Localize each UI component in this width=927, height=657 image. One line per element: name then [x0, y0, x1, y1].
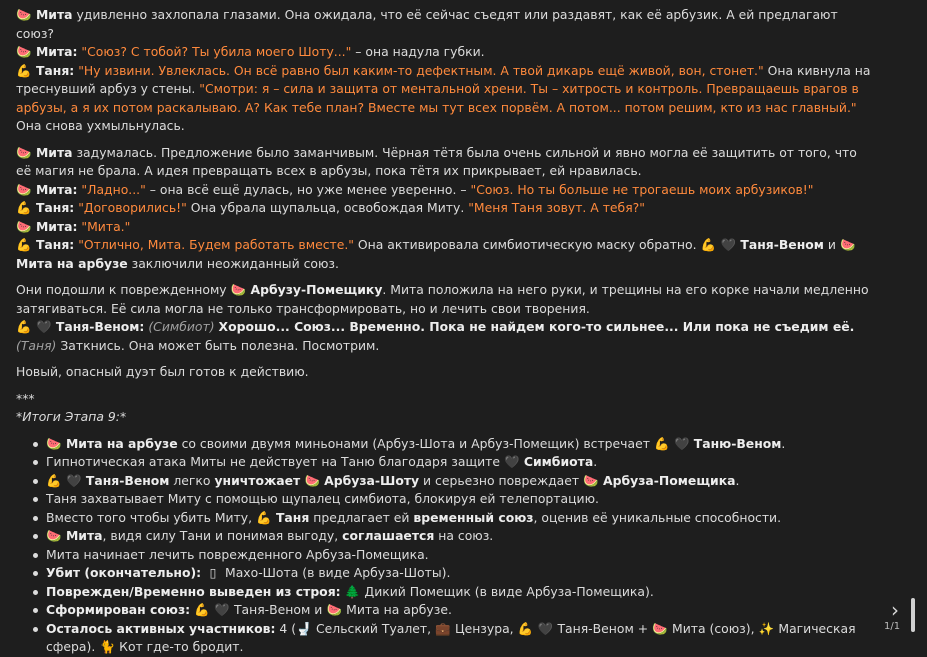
list-item [46, 472, 876, 491]
watermelon-icon: 🍉 [16, 218, 32, 234]
list-item-text: Кот где-то бродит. [115, 639, 244, 654]
narration-text: Она убрала щупальца, освобождая Миту. [186, 200, 469, 215]
dialogue-quote: "Мита." [81, 218, 131, 234]
evergreen-tree-icon: 🌲 [344, 583, 361, 599]
flexed-biceps-icon: 💪 [16, 62, 32, 78]
paragraph [16, 318, 876, 355]
watermelon-icon: 🍉 [16, 181, 32, 197]
list-item-text: , оценив её уникальные способности. [533, 509, 782, 525]
flexed-biceps-icon: 💪 [16, 200, 32, 215]
flexed-biceps-icon: 💪 [16, 237, 32, 252]
chat-message-content [16, 6, 876, 657]
character-name: Арбуза-Шоту [324, 472, 420, 488]
speaker-name: Таня: [35, 200, 75, 215]
dialogue-quote: "Союз? С тобой? Ты убила моего Шоту..." [81, 44, 352, 59]
character-name: Мита на арбузе [65, 435, 178, 451]
list-item [46, 583, 876, 602]
list-item-text: Мита на арбузе. [342, 602, 452, 617]
list-item-text: . [735, 472, 740, 488]
flexed-biceps-icon: 💪 [194, 602, 210, 617]
list-item-text: Таня-Веном + [553, 620, 653, 636]
narration-text: – она всё ещё дулась, но уже менее уверенно. – [145, 181, 471, 197]
flexed-biceps-icon: 💪 [700, 237, 717, 252]
watermelon-icon: 🍉 [652, 620, 668, 636]
black-heart-icon: 🖤 [537, 620, 554, 636]
list-item-text: на союз. [434, 528, 494, 543]
emphasis: временный союз [413, 509, 534, 525]
item-label: Осталось активных участников: [46, 620, 276, 636]
narration-text: заключили неожиданный союз. [127, 255, 339, 271]
watermelon-icon: 🍉 [326, 602, 342, 617]
paragraph [16, 62, 876, 136]
toilet-icon: 🚽 [296, 620, 312, 636]
character-name: Симбиота [523, 454, 594, 469]
list-item-text: , видя силу Тани и понимая выгоду, [102, 528, 343, 543]
character-name: Мита [65, 528, 103, 543]
watermelon-icon: 🍉 [16, 7, 32, 22]
paragraph [16, 363, 876, 382]
list-item-text: Магическая сфера). [46, 620, 856, 654]
section-divider: *** [16, 390, 35, 406]
character-name: Арбузу-Помещику [250, 282, 383, 297]
paragraph [16, 144, 876, 181]
list-item-text: Гипнотическая атака Миты не действует на Таню благодаря защите [46, 454, 504, 469]
black-heart-icon: 🖤 [36, 319, 52, 334]
black-heart-icon: 🖤 [66, 472, 82, 488]
list-item-text: 4 ( [275, 620, 297, 636]
item-label: Поврежден/Временно выведен из строя: [46, 583, 341, 599]
dialogue-quote: "Смотри: я – сила и защита от ментальной хрени. Ты – хитрость и контроль. Превращаешь врагов в арбузы, а я их потом раскалываю. А? Как тебе план? Вместе мы тут всех порвём. А потом... потом решим, кто из нас главный." [16, 81, 859, 115]
paragraph [16, 43, 876, 62]
dialogue-quote: "Отлично, Мита. Будем работать вместе." [78, 237, 354, 252]
summary-heading: *Итоги Этапа 9:* [16, 409, 127, 424]
item-label: Убит (окончательно): [46, 565, 202, 580]
narration-text: удивленно захлопала глазами. Она ожидала, что её сейчас съедят или раздавят, как её арбузик. А ей предлагают союз? [16, 7, 838, 41]
narration-text: Она активировала симбиотическую маску обратно. [353, 237, 701, 252]
list-item [46, 564, 876, 583]
black-heart-icon: 🖤 [674, 435, 690, 451]
emphasis: соглашается [342, 528, 435, 543]
missing-glyph-icon: ▯ [209, 565, 217, 580]
paragraph [16, 218, 876, 237]
watermelon-icon: 🍉 [840, 237, 856, 252]
black-heart-icon: 🖤 [720, 237, 737, 252]
paragraph [16, 199, 876, 218]
watermelon-icon: 🍉 [583, 472, 599, 488]
list-item [46, 509, 876, 528]
list-item-text: Таня захватывает Миту с помощью щупалец симбиота, блокируя ей телепортацию. [46, 491, 599, 506]
watermelon-icon: 🍉 [16, 44, 32, 59]
narration-text: Она кивнула на треснувший арбуз у стены. [16, 62, 871, 96]
watermelon-icon: 🍉 [46, 435, 62, 451]
scrollbar-thumb[interactable] [911, 598, 915, 632]
briefcase-icon: 💼 [435, 620, 451, 636]
list-item-text: легко [169, 472, 215, 488]
character-name: Таня [275, 509, 310, 525]
list-item-text: и серьезно повреждает [419, 472, 584, 488]
black-heart-icon: 🖤 [214, 602, 230, 617]
list-item [46, 490, 876, 509]
list-item-text: Мита начинает лечить поврежденного Арбуза-Помещика. [46, 546, 429, 562]
list-item [46, 435, 876, 454]
summary-list [16, 435, 876, 657]
list-item-text: . [781, 435, 786, 451]
list-item-text: предлагает ей [309, 509, 414, 525]
watermelon-icon: 🍉 [16, 144, 32, 160]
watermelon-icon: 🍉 [46, 528, 62, 543]
list-item-text: со своими двумя миньонами (Арбуз-Шота и Арбуз-Помещик) встречает [177, 435, 654, 451]
watermelon-icon: 🍉 [230, 282, 247, 297]
dialogue-quote: "Союз. Но ты больше не трогаешь моих арбузиков!" [470, 181, 814, 197]
list-item [46, 453, 876, 472]
next-page-button[interactable]: › [891, 598, 899, 622]
speaker-name: Мита: [35, 181, 78, 197]
paragraph [16, 181, 876, 200]
watermelon-icon: 🍉 [304, 472, 320, 488]
flexed-biceps-icon: 💪 [654, 435, 670, 451]
character-name: Таня-Веном [740, 237, 824, 252]
character-name: Таню-Веном [693, 435, 782, 451]
list-item-text: Вместо того чтобы убить Миту, [46, 509, 256, 525]
character-name: Мита на арбузе [16, 255, 128, 271]
speaker-name: Мита: [35, 44, 78, 59]
list-item-text: . [593, 454, 598, 469]
black-heart-icon: 🖤 [504, 454, 520, 469]
sparkles-icon: ✨ [758, 620, 775, 636]
speaker-name: Таня: [35, 62, 75, 78]
dialogue-quote: "Ладно..." [81, 181, 146, 197]
summary-title: Итоги Этапа 9: [22, 409, 120, 424]
character-name: Таня-Веном [85, 472, 170, 488]
narration-text: – она надула губки. [351, 44, 485, 59]
speaker-name: Мита [35, 7, 73, 22]
narration-text: Заткнись. Она может быть полезна. Посмотрим. [56, 337, 380, 353]
list-item [46, 546, 876, 565]
speaker-name: Мита: [35, 218, 78, 234]
list-item-text: Таня-Веном и [230, 602, 327, 617]
list-item [46, 527, 876, 546]
page-counter: 1/1 [884, 621, 901, 632]
narration-text: . Мита положила на него руки, и трещины на его корке начали медленно затягиваться. Её сила могла не только трансформировать, но и лечить свои творения. [16, 282, 869, 316]
dialogue-quote: "Договорились!" [78, 200, 187, 215]
narration-text: и [823, 237, 840, 252]
dialogue-quote: "Меня Таня зовут. А тебя?" [468, 200, 645, 215]
item-label: Сформирован союз: [46, 602, 191, 617]
speaker-name: Мита [35, 144, 73, 160]
list-item-text: Махо-Шота (в виде Арбуза-Шоты). [221, 565, 451, 580]
list-item-text: Мита (союз), [668, 620, 759, 636]
voice-tag: (Симбиот) [148, 319, 215, 334]
speaker-name: Таня: [35, 237, 75, 252]
paragraph [16, 6, 876, 43]
emphasis: уничтожает [214, 472, 301, 488]
cat-icon: 🐈 [99, 639, 115, 654]
speaker-name: Таня-Веном: [55, 319, 145, 334]
dialogue-quote: "Ну извини. Увлеклась. Он всё равно был каким-то дефектным. А твой дикарь ещё живой, вон, стонет." [78, 62, 764, 78]
flexed-biceps-icon: 💪 [46, 472, 62, 488]
paragraph [16, 281, 876, 318]
voice-tag: (Таня) [16, 337, 57, 353]
list-item-text: Цензура, [451, 620, 518, 636]
narration-text: задумалась. Предложение было заманчивым. Чёрная тётя была очень сильной и явно могла её защитить от того, что её магия не брала. А идея превращать всех в арбузы, пока тётя их прикрывает, ей нравилась. [16, 144, 857, 178]
list-item-text: Дикий Помещик (в виде Арбуза-Помещика). [360, 583, 654, 599]
narration-text: Новый, опасный дуэт был готов к действию. [16, 364, 309, 379]
character-name: Арбуза-Помещика [603, 472, 736, 488]
narration-text: Они подошли к поврежденному [16, 282, 231, 297]
list-item [46, 601, 876, 620]
flexed-biceps-icon: 💪 [16, 319, 32, 334]
flexed-biceps-icon: 💪 [256, 509, 272, 525]
symbiote-speech: Хорошо... Союз... Временно. Пока не найдем кого-то сильнее... Или пока не съедим её. [218, 319, 855, 334]
paragraph [16, 236, 876, 273]
list-item-text: Сельский Туалет, [312, 620, 436, 636]
narration-text: Она снова ухмыльнулась. [16, 118, 185, 133]
list-item [46, 620, 876, 657]
flexed-biceps-icon: 💪 [517, 620, 534, 636]
